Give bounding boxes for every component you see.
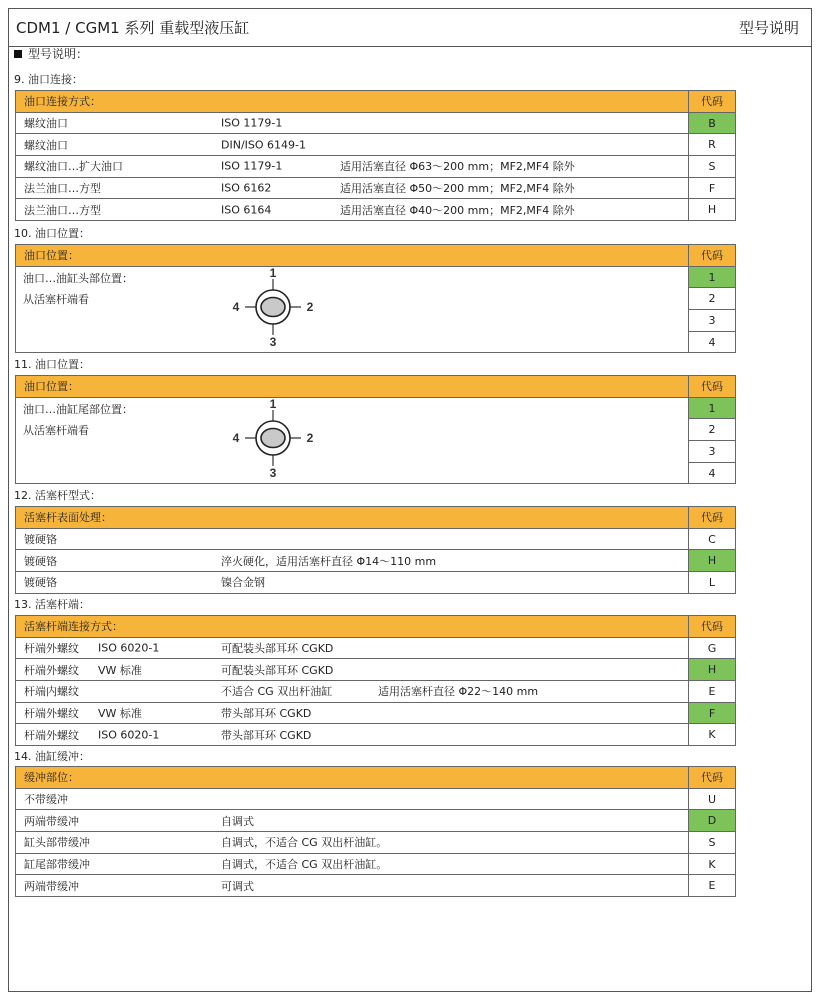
header-title: CDM1 / CGM1 系列 重载型液压缸 (16, 19, 250, 37)
cell-text: ISO 1179-1 (221, 159, 283, 173)
code-cell: B (689, 112, 736, 134)
table-row (16, 199, 736, 221)
code-cell: K (689, 724, 736, 746)
section-14-title: 14. 油缸缓冲： (14, 750, 90, 763)
table-row (16, 177, 736, 199)
cell-text: 镀硬铬 (24, 554, 57, 568)
code-cell: H (689, 550, 736, 572)
table-row (16, 853, 736, 875)
code-cell: U (689, 788, 736, 810)
table-header-label: 油口位置： (16, 376, 689, 398)
code-header: 代码 (689, 616, 736, 638)
code-cell: 4 (689, 462, 736, 484)
description-cell (16, 112, 689, 134)
cell-text: 镍合金钢 (221, 576, 265, 590)
position-row (16, 310, 736, 332)
code-cell: S (689, 832, 736, 854)
description-cell (16, 134, 689, 156)
table-header-label: 活塞杆端连接方式： (16, 616, 689, 638)
position-row (16, 331, 736, 353)
code-header: 代码 (689, 376, 736, 398)
cell-text: 自调式，不适合 CG 双出杆油缸。 (221, 836, 388, 850)
cell-text: 两端带缓冲 (24, 814, 79, 828)
cell-text: 杆端内螺纹 (24, 685, 79, 699)
position-cell (16, 288, 689, 310)
code-cell: 3 (689, 441, 736, 463)
code-cell: 1 (689, 397, 736, 419)
section-9-title: 9. 油口连接： (14, 73, 83, 86)
cell-text: 螺纹油口…扩大油口 (24, 160, 123, 174)
cell-text: 缸头部带缓冲 (24, 836, 90, 850)
table-header-label: 油口位置： (16, 245, 689, 267)
cell-text: VW 标准 (98, 707, 142, 721)
description-cell (16, 875, 689, 897)
port-position-diagram (228, 397, 318, 479)
code-cell: 2 (689, 419, 736, 441)
cell-text: 螺纹油口 (24, 138, 68, 152)
code-cell: H (689, 659, 736, 681)
port-label-right: 2 (306, 300, 314, 314)
table-row (16, 156, 736, 178)
cell-text: 可配装头部耳环 CGKD (221, 642, 334, 656)
table-header-row (16, 616, 736, 638)
description-cell (16, 702, 689, 724)
table-header-label: 活塞杆表面处理： (16, 507, 689, 529)
code-cell: C (689, 528, 736, 550)
table-row (16, 702, 736, 724)
port-position-label: 油口…油缸头部位置： (23, 272, 133, 285)
cell-text: 淬火硬化，适用活塞杆直径 Φ14～110 mm (221, 554, 437, 568)
position-row (16, 288, 736, 310)
cell-text: 杆端外螺纹 (24, 728, 79, 742)
section-10-table (15, 244, 736, 353)
cell-text: 不适合 CG 双出杆油缸 (221, 685, 333, 699)
port-label-left: 4 (232, 300, 240, 314)
description-cell (16, 659, 689, 681)
port-label-bottom: 3 (269, 335, 277, 348)
cell-text: 两端带缓冲 (24, 879, 79, 893)
cell-text: 自调式，不适合 CG 双出杆油缸。 (221, 858, 388, 872)
port-position-diagram (228, 266, 318, 348)
table-row (16, 659, 736, 681)
table-header-row (16, 245, 736, 267)
code-cell: E (689, 875, 736, 897)
cell-text: 法兰油口…方型 (24, 182, 101, 196)
cell-text: 不带缓冲 (24, 793, 68, 807)
section-11-title: 11. 油口位置： (14, 358, 90, 371)
intro-heading (14, 45, 88, 62)
code-header: 代码 (689, 767, 736, 789)
description-cell (16, 788, 689, 810)
port-label-right: 2 (306, 431, 314, 445)
code-cell: 2 (689, 288, 736, 310)
section-13-table (15, 615, 736, 746)
code-cell: R (689, 134, 736, 156)
cell-text: 可配装头部耳环 CGKD (221, 663, 334, 677)
port-label-top: 1 (269, 397, 277, 411)
cell-text: 缸尾部带缓冲 (24, 858, 90, 872)
position-cell (16, 331, 689, 353)
description-cell (16, 550, 689, 572)
cell-text: 杆端外螺纹 (24, 642, 79, 656)
section-10-title: 10. 油口位置： (14, 227, 90, 240)
cell-text: 自调式 (221, 814, 254, 828)
position-row (16, 419, 736, 441)
section-12-table (15, 506, 736, 594)
header-right-title: 型号说明 (738, 19, 799, 37)
code-cell: D (689, 810, 736, 832)
position-cell (16, 462, 689, 484)
table-header-label: 油口连接方式： (16, 91, 689, 113)
code-cell: F (689, 177, 736, 199)
position-cell (16, 310, 689, 332)
code-header: 代码 (689, 91, 736, 113)
port-position-label: 油口…油缸尾部位置： (23, 403, 133, 416)
cell-text: 镀硬铬 (24, 533, 57, 547)
section-13-title: 13. 活塞杆端： (14, 598, 90, 611)
cell-text: DIN/ISO 6149-1 (221, 138, 306, 152)
description-cell (16, 572, 689, 594)
code-cell: 4 (689, 331, 736, 353)
position-row (16, 441, 736, 463)
port-label-left: 4 (232, 431, 240, 445)
code-header: 代码 (689, 245, 736, 267)
cell-text: 法兰油口…方型 (24, 203, 101, 217)
table-row (16, 875, 736, 897)
code-cell: H (689, 199, 736, 221)
description-cell (16, 832, 689, 854)
description-cell (16, 199, 689, 221)
table-row (16, 681, 736, 703)
cell-text: VW 标准 (98, 663, 142, 677)
cell-text: 适用活塞直径 Φ40～200 mm；MF2,MF4 除外 (340, 203, 575, 217)
cell-text: ISO 6020-1 (98, 641, 160, 655)
cell-text: ISO 6020-1 (98, 728, 160, 742)
description-cell (16, 853, 689, 875)
section-9-table (15, 90, 736, 221)
page-header (9, 9, 811, 47)
description-cell (16, 724, 689, 746)
port-view-label: 从活塞杆端看 (23, 424, 89, 437)
code-cell: 1 (689, 266, 736, 288)
code-cell: F (689, 702, 736, 724)
cell-text: 带头部耳环 CGKD (221, 728, 312, 742)
position-cell (16, 419, 689, 441)
code-cell: K (689, 853, 736, 875)
cell-text: ISO 1179-1 (221, 116, 283, 130)
cell-text: 适用活塞直径 Φ50～200 mm；MF2,MF4 除外 (340, 182, 575, 196)
port-label-bottom: 3 (269, 466, 277, 479)
table-row (16, 832, 736, 854)
cell-text: 带头部耳环 CGKD (221, 707, 312, 721)
table-row (16, 134, 736, 156)
table-row (16, 572, 736, 594)
code-cell: E (689, 681, 736, 703)
table-row (16, 788, 736, 810)
cell-text: ISO 6164 (221, 203, 272, 217)
cell-text: 杆端外螺纹 (24, 707, 79, 721)
cell-text: 杆端外螺纹 (24, 663, 79, 677)
cell-text: 螺纹油口 (24, 117, 68, 131)
description-cell (16, 637, 689, 659)
table-row (16, 528, 736, 550)
position-cell (16, 441, 689, 463)
code-cell: G (689, 637, 736, 659)
description-cell (16, 810, 689, 832)
cell-text: 可调式 (221, 879, 254, 893)
code-cell: L (689, 572, 736, 594)
section-11-table (15, 375, 736, 484)
table-header-row (16, 767, 736, 789)
intro-text: 型号说明： (28, 47, 89, 61)
table-row (16, 112, 736, 134)
table-row (16, 637, 736, 659)
table-header-row (16, 507, 736, 529)
port-label-top: 1 (269, 266, 277, 280)
section-14-table (15, 766, 736, 897)
code-header: 代码 (689, 507, 736, 529)
cell-text: 适用活塞直径 Φ63～200 mm；MF2,MF4 除外 (340, 160, 575, 174)
table-header-label: 缓冲部位： (16, 767, 689, 789)
description-cell (16, 681, 689, 703)
table-row (16, 810, 736, 832)
port-view-label: 从活塞杆端看 (23, 293, 89, 306)
table-header-row (16, 91, 736, 113)
table-row (16, 724, 736, 746)
section-12-title: 12. 活塞杆型式： (14, 489, 101, 502)
position-row (16, 462, 736, 484)
cell-text: ISO 6162 (221, 181, 272, 195)
cell-text: 适用活塞杆直径 Φ22～140 mm (378, 685, 539, 699)
description-cell (16, 156, 689, 178)
code-cell: S (689, 156, 736, 178)
description-cell (16, 177, 689, 199)
description-cell (16, 528, 689, 550)
cell-text: 镀硬铬 (24, 576, 57, 590)
code-cell: 3 (689, 310, 736, 332)
bullet-square-icon (14, 50, 22, 58)
table-row (16, 550, 736, 572)
table-header-row (16, 376, 736, 398)
